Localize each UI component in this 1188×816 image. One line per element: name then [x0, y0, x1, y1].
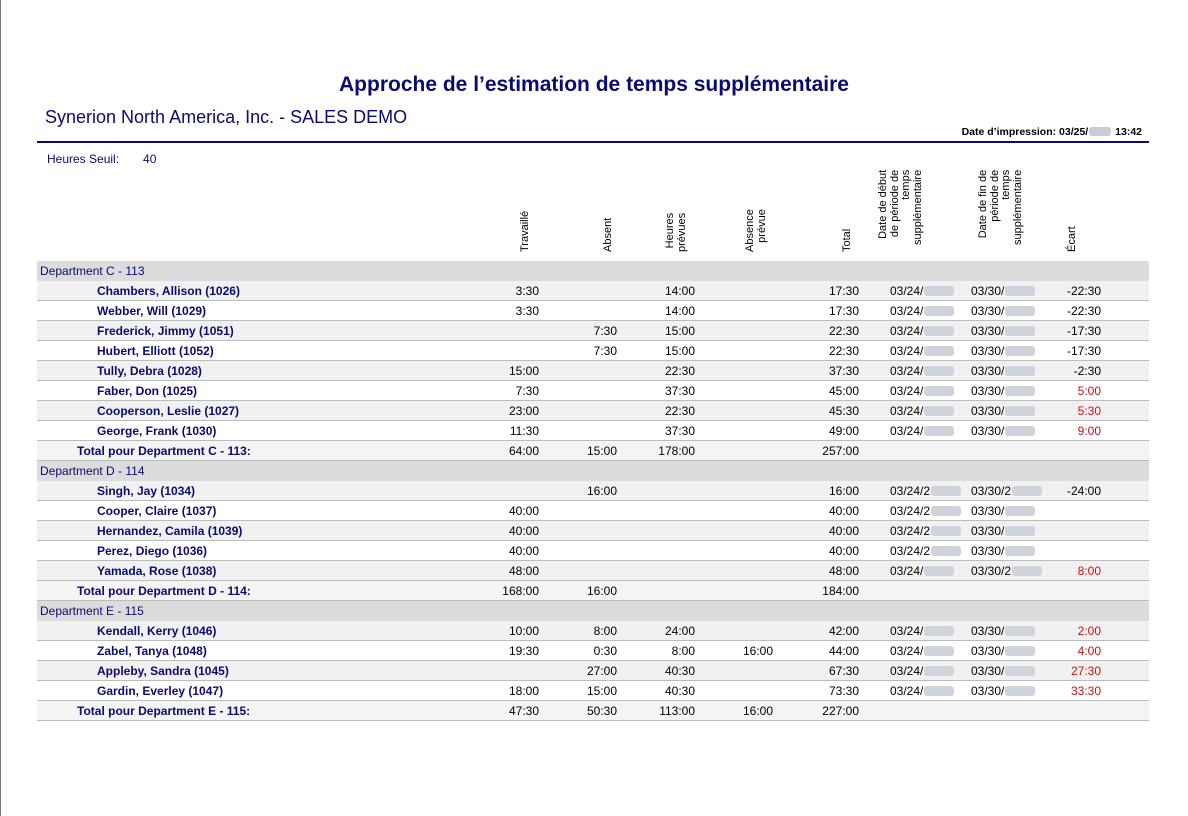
- redacted-year: [1005, 666, 1035, 676]
- end-date-cell: [971, 404, 1035, 418]
- scheduled-cell: 178:00: [658, 444, 695, 458]
- end-date-text: 03/30/: [971, 324, 1005, 338]
- worked-cell: 19:30: [508, 644, 539, 658]
- redacted-year: [1005, 406, 1035, 416]
- variance-cell: 5:30: [1077, 404, 1101, 418]
- start-date-cell: [890, 504, 961, 518]
- total-cell: 17:30: [828, 284, 859, 298]
- department-header: [37, 261, 1149, 281]
- department-header: [37, 601, 1149, 621]
- start-date-text: 03/24/2: [890, 544, 931, 558]
- threshold: [47, 152, 156, 166]
- start-date-cell: [890, 524, 961, 538]
- absent-cell: 7:30: [593, 324, 617, 338]
- redacted-year: [924, 666, 954, 676]
- end-date-text: 03/30/: [971, 524, 1005, 538]
- redacted-year: [1005, 346, 1035, 356]
- start-date-cell: [890, 564, 954, 578]
- print-date-label: Date d’impression: 03/25/: [961, 126, 1089, 138]
- redacted-year: [931, 506, 961, 516]
- table-row: [37, 401, 1149, 421]
- col-variance: Écart: [1066, 226, 1078, 252]
- table-row: [37, 521, 1149, 541]
- employee-name: Gardin, Everley (1047): [97, 684, 224, 698]
- redacted-year: [924, 646, 954, 656]
- employee-name: Hernandez, Camila (1039): [97, 524, 243, 538]
- scheduled-cell: 24:00: [664, 624, 695, 638]
- end-date-text: 03/30/: [971, 284, 1005, 298]
- variance-cell: 5:00: [1077, 384, 1101, 398]
- end-date-text: 03/30/2: [971, 484, 1012, 498]
- end-date-cell: [971, 524, 1035, 538]
- total-cell: 48:00: [828, 564, 859, 578]
- end-date-text: 03/30/2: [971, 564, 1012, 578]
- worked-cell: 64:00: [508, 444, 539, 458]
- worked-cell: 168:00: [502, 584, 539, 598]
- total-cell: 44:00: [828, 644, 859, 658]
- total-cell: 49:00: [828, 424, 859, 438]
- variance-cell: 33:30: [1070, 684, 1101, 698]
- redacted-year: [924, 626, 954, 636]
- worked-cell: 23:00: [508, 404, 539, 418]
- redacted-year: [924, 686, 954, 696]
- employee-name: Chambers, Allison (1026): [97, 284, 240, 298]
- scheduled-cell: 14:00: [664, 304, 695, 318]
- end-date-text: 03/30/: [971, 544, 1005, 558]
- table-row: [37, 661, 1149, 681]
- employee-name: Webber, Will (1029): [97, 304, 207, 318]
- redacted-year: [924, 346, 954, 356]
- end-date-cell: [971, 324, 1035, 338]
- absent-cell: 27:00: [586, 664, 617, 678]
- total-cell: 42:00: [828, 624, 859, 638]
- employee-name: Kendall, Kerry (1046): [97, 624, 217, 638]
- table-row: [37, 321, 1149, 341]
- variance-cell: -2:30: [1073, 364, 1101, 378]
- variance-cell: 8:00: [1077, 564, 1101, 578]
- redacted-year: [1005, 526, 1035, 536]
- table-row: [37, 641, 1149, 661]
- start-date-cell: [890, 324, 954, 338]
- department-header: [37, 461, 1149, 481]
- start-date-text: 03/24/: [890, 364, 924, 378]
- end-date-text: 03/30/: [971, 644, 1005, 658]
- start-date-text: 03/24/: [890, 684, 924, 698]
- start-date-text: 03/24/: [890, 304, 924, 318]
- start-date-cell: [890, 404, 954, 418]
- end-date-cell: [971, 344, 1035, 358]
- scheduled-cell: 14:00: [664, 284, 695, 298]
- scheduled-cell: 22:30: [664, 404, 695, 418]
- start-date-cell: [890, 384, 954, 398]
- variance-cell: 2:00: [1077, 624, 1101, 638]
- table-row: [37, 561, 1149, 581]
- start-date-text: 03/24/: [890, 624, 924, 638]
- threshold-value: 40: [143, 152, 157, 166]
- total-cell: 45:00: [828, 384, 859, 398]
- col-start-date: Date de début de période de temps supplémentaire: [877, 169, 924, 245]
- start-date-text: 03/24/2: [890, 524, 931, 538]
- col-planned-absence: Absence prévue: [744, 209, 768, 252]
- table-row: [37, 421, 1149, 441]
- worked-cell: 47:30: [508, 704, 539, 718]
- start-date-text: 03/24/: [890, 384, 924, 398]
- total-cell: 17:30: [828, 304, 859, 318]
- redacted-year: [1005, 286, 1035, 296]
- employee-name: Zabel, Tanya (1048): [97, 644, 207, 658]
- redacted-year: [924, 426, 954, 436]
- absent-cell: 7:30: [593, 344, 617, 358]
- variance-cell: 27:30: [1070, 664, 1101, 678]
- worked-cell: 48:00: [508, 564, 539, 578]
- department-total-row: [37, 701, 1149, 721]
- total-cell: 40:00: [828, 544, 859, 558]
- start-date-cell: [890, 624, 954, 638]
- print-date: [962, 126, 1142, 138]
- variance-cell: -24:00: [1066, 484, 1101, 498]
- redacted-year: [924, 366, 954, 376]
- redacted-year: [1012, 566, 1042, 576]
- department-total-row: [37, 581, 1149, 601]
- employee-name: Appleby, Sandra (1045): [97, 664, 229, 678]
- employee-name: Cooperson, Leslie (1027): [97, 404, 240, 418]
- worked-cell: 7:30: [515, 384, 539, 398]
- table-row: [37, 621, 1149, 641]
- end-date-cell: [971, 364, 1035, 378]
- scheduled-cell: 15:00: [664, 344, 695, 358]
- total-cell: 257:00: [822, 444, 859, 458]
- variance-cell: -22:30: [1066, 284, 1101, 298]
- redacted-year: [1005, 386, 1035, 396]
- employee-name: Hubert, Elliott (1052): [97, 344, 214, 358]
- redacted-year: [924, 306, 954, 316]
- redacted-year: [1005, 426, 1035, 436]
- end-date-text: 03/30/: [971, 664, 1005, 678]
- absent-cell: 8:00: [593, 624, 617, 638]
- end-date-text: 03/30/: [971, 624, 1005, 638]
- absent-cell: 0:30: [593, 644, 617, 658]
- department-name: Department C - 113: [40, 264, 145, 278]
- redacted-year: [1089, 127, 1111, 136]
- table-row: [37, 301, 1149, 321]
- report-table: [37, 261, 1149, 721]
- scheduled-cell: 113:00: [659, 704, 695, 718]
- table-row: [37, 541, 1149, 561]
- start-date-text: 03/24/: [890, 644, 924, 658]
- end-date-cell: [971, 284, 1035, 298]
- start-date-cell: [890, 284, 954, 298]
- start-date-text: 03/24/2: [890, 504, 931, 518]
- employee-name: Frederick, Jimmy (1051): [97, 324, 234, 338]
- total-cell: 37:30: [828, 364, 859, 378]
- end-date-cell: [971, 384, 1035, 398]
- scheduled-cell: 40:30: [664, 684, 695, 698]
- worked-cell: 11:30: [509, 424, 539, 438]
- redacted-year: [1005, 326, 1035, 336]
- redacted-year: [1012, 486, 1042, 496]
- end-date-text: 03/30/: [971, 504, 1005, 518]
- employee-name: Faber, Don (1025): [97, 384, 198, 398]
- variance-cell: 4:00: [1077, 644, 1101, 658]
- end-date-cell: [971, 424, 1035, 438]
- employee-name: Cooper, Claire (1037): [97, 504, 217, 518]
- department-total-label: Total pour Department D - 114:: [77, 584, 251, 598]
- variance-cell: 9:00: [1077, 424, 1101, 438]
- start-date-cell: [890, 364, 954, 378]
- total-cell: 73:30: [828, 684, 859, 698]
- total-cell: 16:00: [828, 484, 859, 498]
- redacted-year: [924, 386, 954, 396]
- table-row: [37, 681, 1149, 701]
- absent-cell: 15:00: [586, 444, 617, 458]
- end-date-text: 03/30/: [971, 404, 1005, 418]
- end-date-cell: [971, 484, 1042, 498]
- employee-name: Tully, Debra (1028): [97, 364, 202, 378]
- threshold-label: Heures Seuil:: [47, 152, 120, 166]
- worked-cell: 15:00: [508, 364, 539, 378]
- start-date-cell: [890, 644, 954, 658]
- scheduled-cell: 8:00: [671, 644, 695, 658]
- end-date-cell: [971, 564, 1042, 578]
- worked-cell: 18:00: [508, 684, 539, 698]
- start-date-cell: [890, 424, 954, 438]
- department-total-row: [37, 441, 1149, 461]
- end-date-cell: [971, 644, 1035, 658]
- redacted-year: [924, 406, 954, 416]
- redacted-year: [931, 526, 961, 536]
- variance-cell: -22:30: [1066, 304, 1101, 318]
- absent-cell: 50:30: [586, 704, 617, 718]
- start-date-text: 03/24/2: [890, 484, 931, 498]
- start-date-text: 03/24/: [890, 404, 924, 418]
- end-date-cell: [971, 684, 1035, 698]
- end-date-text: 03/30/: [971, 344, 1005, 358]
- worked-cell: 3:30: [515, 304, 539, 318]
- start-date-text: 03/24/: [890, 284, 924, 298]
- redacted-year: [924, 286, 954, 296]
- redacted-year: [931, 486, 961, 496]
- total-cell: 40:00: [828, 524, 859, 538]
- start-date-text: 03/24/: [890, 664, 924, 678]
- end-date-cell: [971, 664, 1035, 678]
- redacted-year: [1005, 506, 1035, 516]
- table-row: [37, 481, 1149, 501]
- end-date-cell: [971, 624, 1035, 638]
- start-date-text: 03/24/: [890, 424, 924, 438]
- employee-name: Yamada, Rose (1038): [97, 564, 217, 578]
- start-date-text: 03/24/: [890, 344, 924, 358]
- col-total: Total: [841, 228, 853, 252]
- total-cell: 227:00: [822, 704, 859, 718]
- worked-cell: 40:00: [508, 524, 539, 538]
- redacted-year: [1005, 366, 1035, 376]
- redacted-year: [924, 326, 954, 336]
- variance-cell: -17:30: [1066, 324, 1101, 338]
- absent-cell: 16:00: [586, 584, 617, 598]
- department-name: Department D - 114: [40, 464, 145, 478]
- employee-name: Singh, Jay (1034): [97, 484, 196, 498]
- col-scheduled: Heures prévues: [664, 212, 688, 252]
- table-row: [37, 281, 1149, 301]
- worked-cell: 40:00: [508, 544, 539, 558]
- scheduled-cell: 15:00: [664, 324, 695, 338]
- report-title: Approche de l’estimation de temps supplémentaire: [339, 73, 849, 96]
- end-date-text: 03/30/: [971, 364, 1005, 378]
- redacted-year: [924, 566, 954, 576]
- end-date-cell: [971, 504, 1035, 518]
- start-date-text: 03/24/: [890, 564, 924, 578]
- start-date-text: 03/24/: [890, 324, 924, 338]
- table-row: [37, 341, 1149, 361]
- end-date-text: 03/30/: [971, 684, 1005, 698]
- worked-cell: 40:00: [508, 504, 539, 518]
- start-date-cell: [890, 484, 961, 498]
- redacted-year: [1005, 646, 1035, 656]
- total-cell: 22:30: [828, 324, 859, 338]
- scheduled-cell: 40:30: [664, 664, 695, 678]
- scheduled-cell: 37:30: [664, 424, 695, 438]
- table-row: [37, 501, 1149, 521]
- total-cell: 22:30: [828, 344, 859, 358]
- col-worked: Travaillé: [519, 210, 531, 252]
- employee-name: George, Frank (1030): [97, 424, 217, 438]
- department-total-label: Total pour Department E - 115:: [77, 704, 251, 718]
- redacted-year: [931, 546, 961, 556]
- header-rule: [37, 141, 1149, 143]
- variance-cell: -17:30: [1066, 344, 1101, 358]
- worked-cell: 3:30: [515, 284, 539, 298]
- start-date-cell: [890, 344, 954, 358]
- col-absent: Absent: [602, 217, 614, 252]
- worked-cell: 10:00: [508, 624, 539, 638]
- start-date-cell: [890, 664, 954, 678]
- total-cell: 45:30: [828, 404, 859, 418]
- total-cell: 184:00: [822, 584, 859, 598]
- end-date-cell: [971, 304, 1035, 318]
- company-name: Synerion North America, Inc. - SALES DEMO: [45, 107, 408, 127]
- total-cell: 40:00: [828, 504, 859, 518]
- redacted-year: [1005, 306, 1035, 316]
- start-date-cell: [890, 684, 954, 698]
- employee-name: Perez, Diego (1036): [97, 544, 208, 558]
- redacted-year: [1005, 686, 1035, 696]
- table-row: [37, 361, 1149, 381]
- scheduled-cell: 37:30: [664, 384, 695, 398]
- absent-cell: 15:00: [586, 684, 617, 698]
- redacted-year: [1005, 546, 1035, 556]
- col-end-date: Date de fin de période de temps supplémentaire: [977, 169, 1024, 245]
- table-row: [37, 381, 1149, 401]
- planned-absence-cell: 16:00: [742, 644, 773, 658]
- scheduled-cell: 22:30: [664, 364, 695, 378]
- end-date-cell: [971, 544, 1035, 558]
- department-total-label: Total pour Department C - 113:: [77, 444, 251, 458]
- start-date-cell: [890, 304, 954, 318]
- print-time: 13:42: [1115, 126, 1142, 138]
- planned-absence-cell: 16:00: [742, 704, 773, 718]
- start-date-cell: [890, 544, 961, 558]
- end-date-text: 03/30/: [971, 304, 1005, 318]
- total-cell: 67:30: [828, 664, 859, 678]
- absent-cell: 16:00: [586, 484, 617, 498]
- end-date-text: 03/30/: [971, 384, 1005, 398]
- end-date-text: 03/30/: [971, 424, 1005, 438]
- redacted-year: [1005, 626, 1035, 636]
- department-name: Department E - 115: [40, 604, 144, 618]
